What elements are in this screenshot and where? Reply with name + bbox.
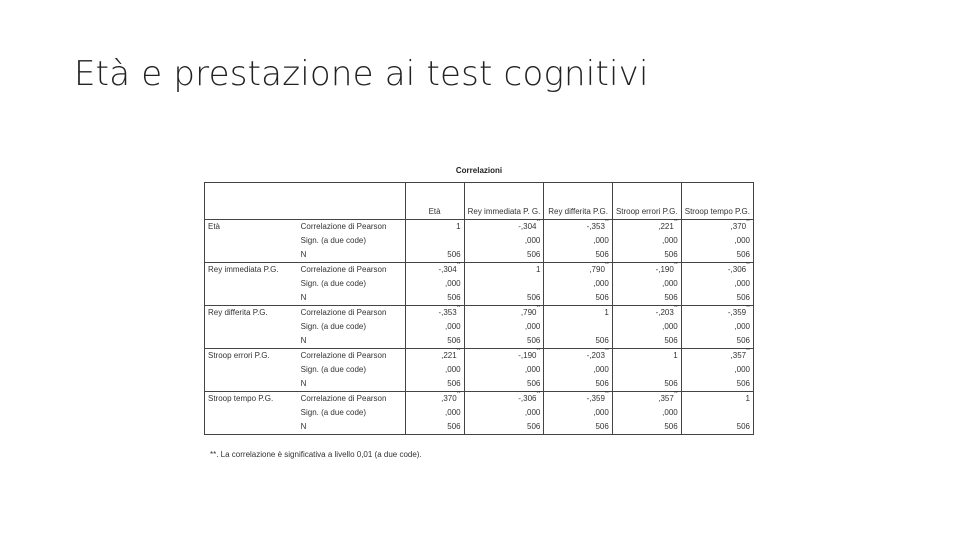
table-cell: ,000 [612,320,681,334]
table-cell [464,306,544,321]
row-variable-label [205,248,298,263]
table-cell: 506 [464,377,544,392]
table-cell: 506 [544,248,612,263]
table-cell: 506 [681,420,753,435]
table-cell [681,220,753,235]
table-body [205,220,754,435]
table-cell [405,349,464,364]
table-cell [612,349,681,364]
row-variable-label [205,377,298,392]
cell-value: ,357 [730,351,747,360]
table-cell [405,234,464,248]
table-cell: ,000 [405,320,464,334]
cell-value: 1 [745,394,750,403]
significance-marker: ** [456,348,461,354]
table-cell: 506 [612,248,681,263]
table-cell: 506 [681,248,753,263]
row-variable-label [205,363,298,377]
cell-value: ,221 [441,351,457,360]
significance-marker: ** [604,219,609,225]
significance-marker: ** [456,391,461,397]
column-header: Stroop errori P.G. [612,183,681,220]
cell-value: -,306 [727,265,747,274]
table-cell [544,220,612,235]
row-variable-label [205,277,298,291]
row-statistic-label: N [298,334,405,349]
table-cell: ,000 [464,234,544,248]
cell-value: ,357 [658,394,674,403]
significance-marker: ** [746,305,750,311]
cell-value: -,190 [655,265,674,274]
table-cell: ,000 [405,406,464,420]
cell-value: 1 [456,222,461,231]
row-statistic-label: N [298,377,405,392]
cell-value: -,353 [586,222,605,231]
significance-marker: ** [536,305,541,311]
cell-value: 1 [673,351,678,360]
table-cell: ,000 [464,406,544,420]
table-caption: Correlazioni [455,166,503,175]
table-cell [405,306,464,321]
table-cell: 506 [612,291,681,306]
table-cell: ,000 [405,277,464,291]
table-cell [544,263,612,278]
row-statistic-label: N [298,248,405,263]
table-cell [464,263,544,278]
table-cell: 506 [681,377,753,392]
row-statistic-label: N [298,420,405,435]
table-cell [681,349,753,364]
table-cell: 506 [544,377,612,392]
table-cell: ,000 [405,363,464,377]
table-cell: ,000 [612,277,681,291]
table-cell: ,000 [544,406,612,420]
table-header-row [205,183,754,220]
table-row [205,334,754,349]
table-cell: ,000 [544,363,612,377]
table-cell: ,000 [681,277,753,291]
table-cell [612,220,681,235]
significance-marker: ** [746,262,750,268]
table-cell [544,392,612,407]
table-cell: 506 [464,291,544,306]
cell-value: ,221 [658,222,674,231]
row-statistic-label: N [298,291,405,306]
table-row [205,349,754,364]
table-cell [612,392,681,407]
row-variable-label [205,406,298,420]
table-cell [544,320,612,334]
table-cell: 506 [681,334,753,349]
row-variable-label [205,420,298,435]
table-row [205,377,754,392]
table-row [205,392,754,407]
table-cell: ,000 [464,363,544,377]
significance-marker: ** [604,348,609,354]
cell-value: -,359 [727,308,747,317]
table-cell [544,306,612,321]
table-cell: ,000 [681,320,753,334]
cell-value: -,304 [518,222,537,231]
table-cell [405,263,464,278]
column-header: Stroop tempo P.G. [681,183,753,220]
table-cell: 506 [464,334,544,349]
table-cell: 506 [544,291,612,306]
correlation-table [204,182,754,435]
table-row [205,420,754,435]
table-cell: ,000 [681,363,753,377]
row-variable-label [205,291,298,306]
row-statistic-label: Sign. (a due code) [300,322,366,331]
table-row [205,320,754,334]
table-row [205,363,754,377]
cell-value: -,353 [438,308,457,317]
table-cell: 506 [405,248,464,263]
table-cell [405,392,464,407]
significance-marker: ** [746,348,750,354]
cell-value: ,370 [441,394,457,403]
table-cell: 506 [464,248,544,263]
table-row [205,306,754,321]
significance-marker: ** [673,219,678,225]
table-row [205,234,754,248]
significance-marker: ** [673,391,678,397]
table-cell: 506 [681,291,753,306]
table-cell [464,392,544,407]
significance-marker: ** [604,262,609,268]
cell-value: 1 [535,265,541,274]
table-footnote: **. La correlazione è significativa a livello 0,01 (a due code). [210,450,422,459]
row-variable-label [205,320,298,334]
table-cell [681,406,753,420]
cell-value: -,306 [518,394,537,403]
significance-marker: ** [536,391,541,397]
table-cell: 506 [405,291,464,306]
row-variable-label: Rey immediata P.G. [208,265,279,274]
row-statistic-label: Sign. (a due code) [300,279,366,288]
significance-marker: ** [746,219,750,225]
row-variable-label [205,234,298,248]
table-cell: ,000 [612,234,681,248]
table-cell: 506 [612,420,681,435]
row-variable-label: Stroop tempo P.G. [208,394,274,403]
cell-value: -,359 [586,394,605,403]
row-statistic-label: Sign. (a due code) [300,408,366,417]
row-variable-label: Stroop errori P.G. [208,351,270,360]
table-cell [464,220,544,235]
table-cell [612,263,681,278]
table-cell [544,349,612,364]
table-row [205,291,754,306]
significance-marker: ** [536,219,541,225]
cell-value: -,203 [655,308,674,317]
cell-value: ,790 [589,265,605,274]
table-cell [681,263,753,278]
table-row [205,220,754,235]
cell-value: -,203 [586,351,605,360]
table-cell [405,220,464,235]
column-header: Età [405,183,464,220]
cell-value: -,190 [518,351,537,360]
table-cell [464,277,544,291]
row-statistic-label: Correlazione di Pearson [300,351,387,360]
cell-value: ,790 [520,308,537,317]
table-cell: ,000 [612,406,681,420]
cell-value: ,370 [730,222,747,231]
header-blank-cell [205,183,406,220]
table-cell [681,306,753,321]
significance-marker: ** [536,348,541,354]
significance-marker: ** [456,305,461,311]
table-cell [464,349,544,364]
row-statistic-label: Correlazione di Pearson [300,394,387,403]
table-cell: 506 [544,420,612,435]
row-statistic-label: Correlazione di Pearson [300,265,387,274]
row-statistic-label: Correlazione di Pearson [300,222,387,231]
table-cell: 506 [612,377,681,392]
column-header: Rey differita P.G. [544,183,612,220]
table-cell: 506 [464,420,544,435]
table-row [205,277,754,291]
table-cell: 506 [405,420,464,435]
column-header: Rey immediata P. G. [464,183,544,220]
table-cell: 506 [544,334,612,349]
row-variable-label: Età [208,222,221,231]
table-cell: 506 [405,377,464,392]
table-cell: ,000 [681,234,753,248]
row-statistic-label: Sign. (a due code) [300,236,366,245]
row-variable-label: Rey differita P.G. [208,308,268,317]
significance-marker: ** [456,262,461,268]
table-cell: 506 [612,334,681,349]
cell-value: -,304 [438,265,457,274]
significance-marker: ** [604,391,609,397]
table-row [205,406,754,420]
table-cell [612,363,681,377]
row-statistic-label: Correlazione di Pearson [300,308,387,317]
significance-marker: ** [673,262,678,268]
row-variable-label [205,334,298,349]
table-cell [681,392,753,407]
table-cell: ,000 [544,277,612,291]
significance-marker: ** [673,305,678,311]
table-row [205,248,754,263]
row-statistic-label: Sign. (a due code) [300,365,366,374]
table-cell: 506 [405,334,464,349]
table-cell [612,306,681,321]
table-cell: ,000 [544,234,612,248]
table-cell: ,000 [464,320,544,334]
slide-title: Età e prestazione ai test cognitivi [74,54,649,94]
cell-value: 1 [604,308,609,317]
table-row [205,263,754,278]
